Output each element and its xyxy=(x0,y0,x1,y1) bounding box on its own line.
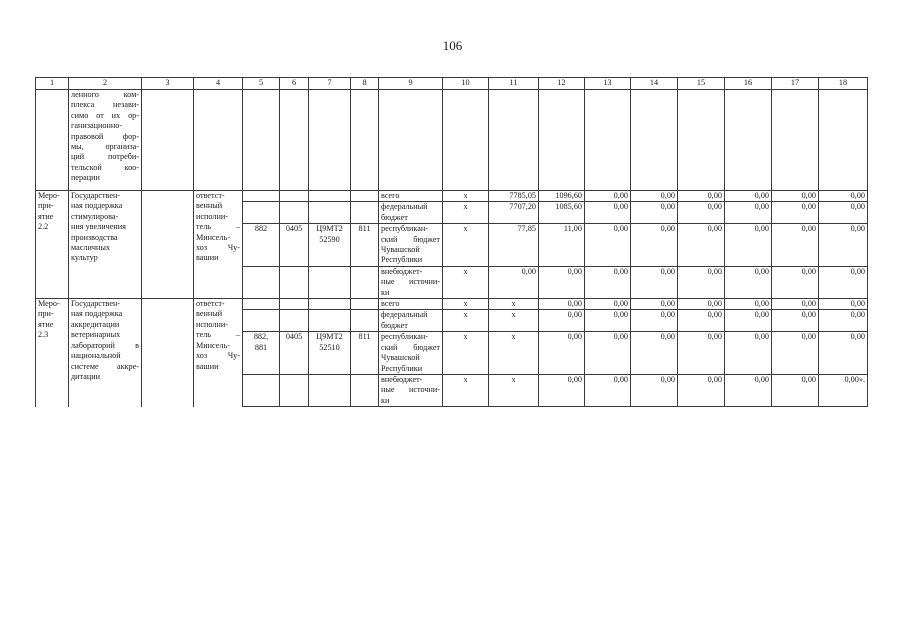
cell-value: 0,00 xyxy=(725,374,772,406)
column-header: 9 xyxy=(379,78,443,90)
cell-value: 0,00 xyxy=(678,202,725,224)
csr-code: Ц9МТ2 52590 xyxy=(309,224,351,267)
grbs-code: 882, 881 xyxy=(243,332,280,375)
cell-value: х xyxy=(443,224,489,267)
cell-value: 0,00 xyxy=(725,332,772,375)
cell-value: 0,00 xyxy=(539,299,585,310)
column-header: 3 xyxy=(142,78,194,90)
cell-value: 0,00 xyxy=(631,374,678,406)
column-header: 18 xyxy=(819,78,868,90)
cell-value: 0,00 xyxy=(678,332,725,375)
cell-value: 0,00 xyxy=(772,332,819,375)
cell-value: 0,00 xyxy=(725,310,772,332)
funding-source: всего xyxy=(379,299,443,310)
page-number: 106 xyxy=(442,38,463,53)
funding-source: республикан- ский бюджет Чувашской Республики xyxy=(379,224,443,267)
funding-source: республикан- ский бюджет Чувашской Республики xyxy=(379,332,443,375)
cell-value: 0,00 xyxy=(772,224,819,267)
cell-value: 0,00 xyxy=(678,374,725,406)
cell-value: 7785,05 xyxy=(489,191,539,202)
cell-value: х xyxy=(443,299,489,310)
column-header: 1 xyxy=(36,78,69,90)
cell-value: х xyxy=(443,374,489,406)
cell-value: 0,00 xyxy=(585,299,631,310)
cell-value: 0,00 xyxy=(489,266,539,298)
column-header: 4 xyxy=(194,78,243,90)
cell-value: 0,00 xyxy=(539,310,585,332)
cell-value: 0,00 xyxy=(819,299,868,310)
activity-id: Меро- при- ятие 2.3 xyxy=(36,299,69,407)
cell-value: 11,00 xyxy=(539,224,585,267)
cell-value: 0,00 xyxy=(678,310,725,332)
column-header: 11 xyxy=(489,78,539,90)
cell-value: 0,00 xyxy=(585,310,631,332)
cell-value: 0,00 xyxy=(819,224,868,267)
cell-value: х xyxy=(489,332,539,375)
cell-value: х xyxy=(489,374,539,406)
cell-value: 0,00 xyxy=(819,202,868,224)
cell-value: х xyxy=(443,310,489,332)
cell-value: 0,00 xyxy=(631,310,678,332)
column-header: 13 xyxy=(585,78,631,90)
cell-value: 1096,60 xyxy=(539,191,585,202)
column-header: 16 xyxy=(725,78,772,90)
rzpr-code: 0405 xyxy=(280,332,309,375)
cell-value: 0,00 xyxy=(585,202,631,224)
cell-value: 0,00 xyxy=(631,224,678,267)
activity-name: Государствен- ная поддержка аккредитации ветеринарных лабораторий в национальной системе аккре- дитации xyxy=(69,299,142,407)
cell-value: 0,00 xyxy=(631,299,678,310)
funding-source: внебюджет- ные источни- ки xyxy=(379,374,443,406)
column-header: 2 xyxy=(69,78,142,90)
cell-value: 77,85 xyxy=(489,224,539,267)
cell-value: 0,00 xyxy=(678,191,725,202)
cell-value: х xyxy=(443,202,489,224)
cell-value: 0,00 xyxy=(772,299,819,310)
continuation-row xyxy=(36,90,868,191)
cell-value: 0,00 xyxy=(725,266,772,298)
cell-value: 0,00 xyxy=(585,224,631,267)
cell-value: 0,00 xyxy=(819,332,868,375)
cell-value: 0,00 xyxy=(819,266,868,298)
cell-value: 0,00 xyxy=(585,332,631,375)
cell-value: 0,00». xyxy=(819,374,868,406)
cell-value: 0,00 xyxy=(539,374,585,406)
vr-code: 811 xyxy=(351,224,379,267)
cell-value: 0,00 xyxy=(772,310,819,332)
cell-value: 0,00 xyxy=(725,202,772,224)
rzpr-code: 0405 xyxy=(280,224,309,267)
column-header: 15 xyxy=(678,78,725,90)
column-header: 8 xyxy=(351,78,379,90)
cell-value: 0,00 xyxy=(539,332,585,375)
cell-value: 0,00 xyxy=(772,374,819,406)
budget-table xyxy=(35,77,868,407)
cell-value: 0,00 xyxy=(772,266,819,298)
responsible-executor: ответст- венный исполни- тель – Минсель- хоз Чу- вашии xyxy=(194,299,243,407)
cell-value: 0,00 xyxy=(631,332,678,375)
column-header: 7 xyxy=(309,78,351,90)
cell-value: 0,00 xyxy=(725,224,772,267)
cell-value: 0,00 xyxy=(585,191,631,202)
column-header: 12 xyxy=(539,78,585,90)
column-header: 10 xyxy=(443,78,489,90)
responsible-executor: ответст- венный исполни- тель – Минсель- хоз Чу- вашии xyxy=(194,191,243,299)
cell-value: 0,00 xyxy=(772,191,819,202)
cell-value: х xyxy=(443,332,489,375)
funding-source: внебюджет- ные источни- ки xyxy=(379,266,443,298)
vr-code: 811 xyxy=(351,332,379,375)
table-row xyxy=(36,299,868,310)
cell-value: х xyxy=(489,299,539,310)
column-header-row xyxy=(36,78,868,90)
cell-value: 0,00 xyxy=(585,374,631,406)
cell-value: 0,00 xyxy=(678,266,725,298)
cell-value: 0,00 xyxy=(819,191,868,202)
activity-id: Меро- при- ятие 2.2 xyxy=(36,191,69,299)
table-row xyxy=(36,191,868,202)
activity-name: Государствен- ная поддержка стимулирова- ния увеличения производства масличных культур xyxy=(69,191,142,299)
cell-value: 0,00 xyxy=(631,202,678,224)
cell-value: х xyxy=(443,266,489,298)
cell-value: 0,00 xyxy=(585,266,631,298)
cell-value: 0,00 xyxy=(631,266,678,298)
csr-code: Ц9МТ2 52510 xyxy=(309,332,351,375)
cell-value: 0,00 xyxy=(772,202,819,224)
funding-source: федеральный бюджет xyxy=(379,202,443,224)
cell-value: 0,00 xyxy=(725,299,772,310)
cell-value: х xyxy=(443,191,489,202)
grbs-code: 882 xyxy=(243,224,280,267)
funding-source: всего xyxy=(379,191,443,202)
continuation-description: ленного ком- плекса незави- симо от их ор- ганизационно- правовой фор- мы, организа- ций потреби- тельской коо- перации xyxy=(69,90,142,191)
cell-value: х xyxy=(489,310,539,332)
column-header: 5 xyxy=(243,78,280,90)
cell-value: 0,00 xyxy=(539,266,585,298)
column-header: 17 xyxy=(772,78,819,90)
column-header: 14 xyxy=(631,78,678,90)
column-header: 6 xyxy=(280,78,309,90)
cell-value: 0,00 xyxy=(725,191,772,202)
cell-value: 1085,60 xyxy=(539,202,585,224)
cell-value: 0,00 xyxy=(678,299,725,310)
funding-source: федеральный бюджет xyxy=(379,310,443,332)
cell-value: 7707,20 xyxy=(489,202,539,224)
cell-value: 0,00 xyxy=(631,191,678,202)
cell-value: 0,00 xyxy=(819,310,868,332)
cell-value: 0,00 xyxy=(678,224,725,267)
